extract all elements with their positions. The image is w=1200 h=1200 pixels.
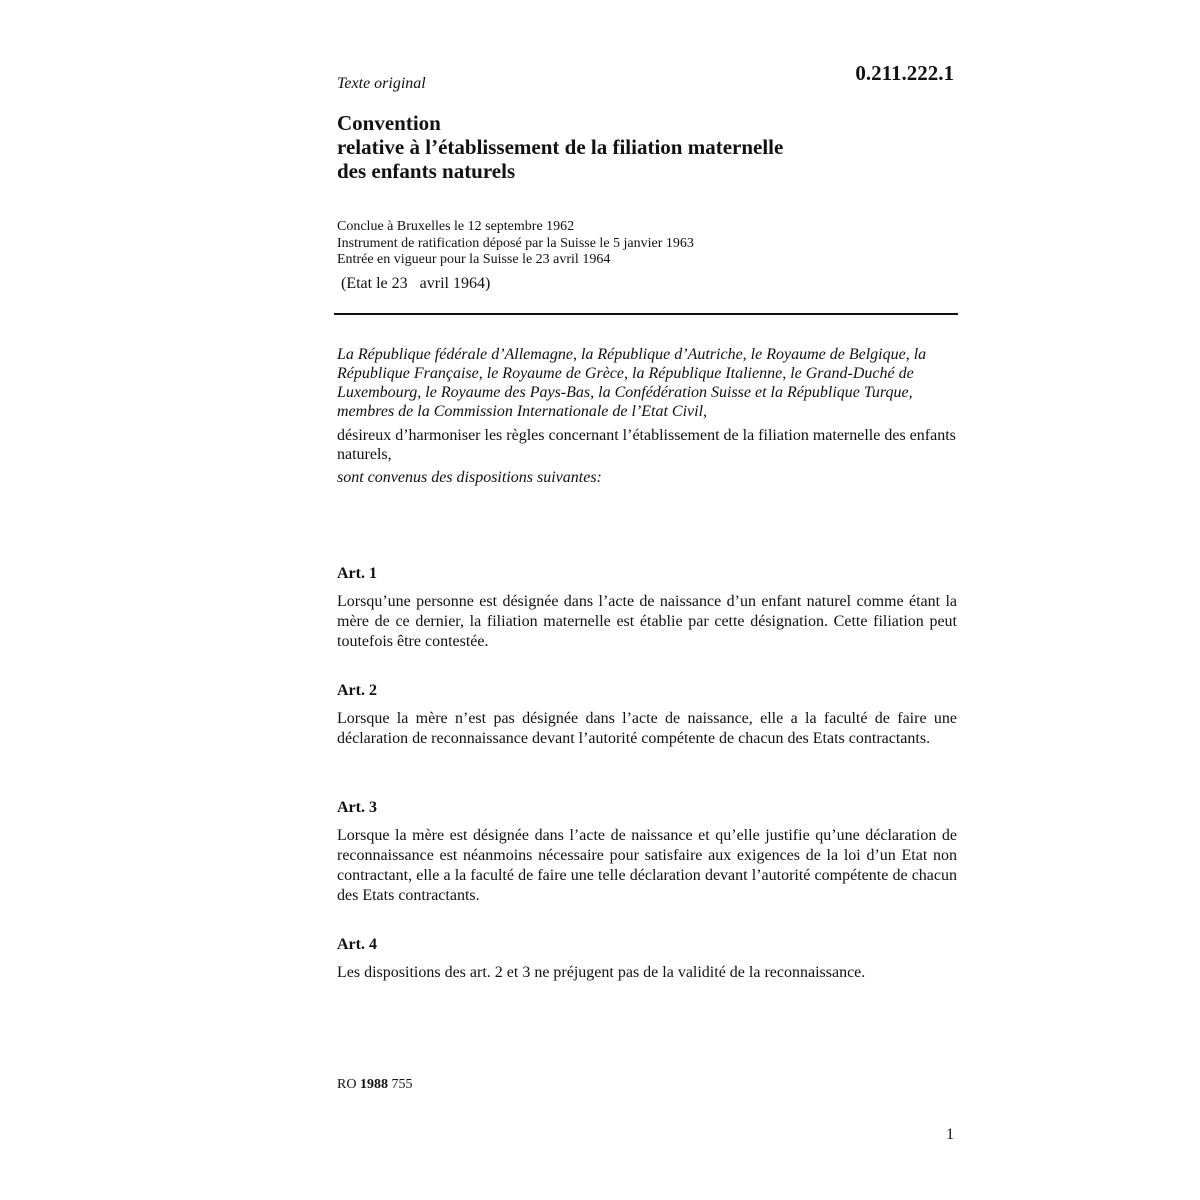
page-number: 1 — [946, 1126, 954, 1143]
ro-page: 755 — [391, 1077, 413, 1092]
entry-into-force: Entrée en vigueur pour la Suisse le 23 avril 1964 — [337, 252, 611, 267]
document-title — [337, 111, 957, 183]
ro-prefix: RO — [337, 1077, 357, 1092]
preamble — [337, 345, 957, 487]
article-3 — [337, 798, 957, 906]
article-title: Art. 2 — [337, 682, 377, 699]
preamble-agreed: sont convenus des dispositions suivantes: — [337, 469, 602, 486]
title-line-3: des enfants naturels — [337, 159, 516, 183]
official-compilation-reference — [337, 1076, 412, 1094]
article-body: Les dispositions des art. 2 et 3 ne préjugent pas de la validité de la reconnaissance. — [337, 964, 866, 981]
article-body: Lorsqu’une personne est désignée dans l’acte de naissance d’un enfant naturel comme étant la mère de ce dernier, la filiation maternelle est établie par cette désignation. Cette filiation peut toutefois être contestée. — [337, 593, 957, 650]
title-line-1: Convention — [337, 111, 441, 135]
ro-year: 1988 — [359, 1077, 388, 1092]
preamble-desire: désireux d’harmoniser les règles concernant l’établissement de la filiation maternelle des enfants naturels, — [337, 427, 956, 463]
conclusion-date: Conclue à Bruxelles le 12 septembre 1962 — [337, 219, 575, 234]
article-title: Art. 3 — [337, 799, 377, 816]
classification-number: 0.211.222.1 — [855, 61, 954, 85]
preamble-parties: La République fédérale d’Allemagne, la République d’Autriche, le Royaume de Belgique, la République Française, le Royaume de Grèce, la République Italienne, le Grand-Duché de Luxembourg, le Royaume des Pays-Bas, la Confédération Suisse et la République Turque, membres de la Commission Internationale de l’Etat Civil, — [337, 346, 927, 420]
treaty-metadata — [337, 219, 957, 269]
article-body: Lorsque la mère n’est pas désignée dans l’acte de naissance, elle a la faculté de faire une déclaration de reconnaissance devant l’autorité compétente de chacun des Etats contractants. — [337, 710, 957, 747]
article-1 — [337, 564, 957, 652]
article-2 — [337, 681, 957, 749]
texte-original-label: Texte original — [337, 75, 426, 92]
article-title: Art. 1 — [337, 565, 377, 582]
article-body: Lorsque la mère est désignée dans l’acte de naissance et qu’elle justifie qu’une déclaration de reconnaissance est néanmoins nécessaire pour satisfaire aux exigences de la loi d’un Etat non contractant, elle a la faculté de faire une telle déclaration devant l’autorité compétente de chacun des Etats contractants. — [337, 827, 957, 904]
title-line-2: relative à l’établissement de la filiation maternelle — [337, 135, 784, 159]
ratification-info: Instrument de ratification déposé par la Suisse le 5 janvier 1963 — [337, 235, 694, 251]
header-divider — [334, 313, 958, 315]
article-4 — [337, 935, 957, 983]
status-date: (Etat le 23 avril 1964) — [341, 275, 491, 292]
article-title: Art. 4 — [337, 936, 377, 953]
